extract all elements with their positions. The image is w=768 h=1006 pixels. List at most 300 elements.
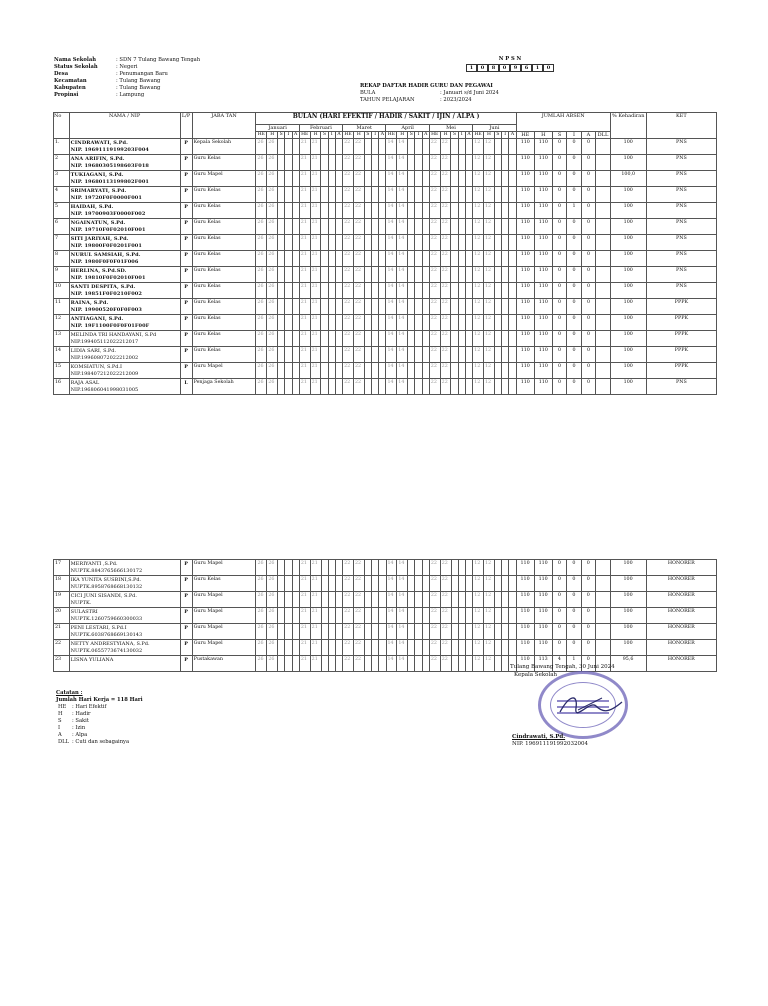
cell-month-value xyxy=(422,139,429,155)
cell-month-value xyxy=(494,656,501,672)
cell-month-value: 22 xyxy=(343,187,354,203)
cell-month-value xyxy=(494,347,501,363)
cell-h: 110 xyxy=(534,139,552,155)
cell-month-value: 22 xyxy=(440,219,451,235)
cell-month-value xyxy=(502,624,509,640)
cell-month-value xyxy=(321,640,328,656)
cell-jabatan: Guru Kelas xyxy=(192,331,256,347)
school-field-value: : Tulang Bawang xyxy=(116,85,161,91)
table-row xyxy=(54,331,717,347)
header-sub: H xyxy=(267,132,278,139)
cell-i: 0 xyxy=(567,219,581,235)
cell-month-value xyxy=(321,560,328,576)
header-sub: A xyxy=(294,132,298,137)
cell-month-value xyxy=(408,363,415,379)
cell-month-value xyxy=(335,219,342,235)
school-info xyxy=(54,57,200,99)
cell-month-value: 22 xyxy=(429,171,440,187)
school-field-value: : SDN 7 Tulang Bawang Tengah xyxy=(116,57,201,63)
cell-month-value xyxy=(408,187,415,203)
cell-month-value xyxy=(465,299,472,315)
cell-month-value: 12 xyxy=(473,576,484,592)
cell-month-value: 14 xyxy=(386,331,397,347)
cell-month-value: 14 xyxy=(386,315,397,331)
cell-month-value: 14 xyxy=(397,331,408,347)
cell-month-value xyxy=(465,640,472,656)
cell-month-value: 14 xyxy=(386,560,397,576)
cell-month-value: 21 xyxy=(310,283,321,299)
table-row xyxy=(54,363,717,379)
employee-nip: NUPTK.0655773674130032 xyxy=(70,647,143,654)
cell-month-value: 22 xyxy=(429,219,440,235)
cell-s: 0 xyxy=(552,379,566,395)
cell-month-value: 26 xyxy=(267,347,278,363)
cell-lp: P xyxy=(180,283,192,299)
employee-name: TUKIAGANI, S.Pd. xyxy=(70,172,124,178)
cell-month-value: 22 xyxy=(343,656,354,672)
cell-h: 110 xyxy=(534,219,552,235)
cell-s: 0 xyxy=(552,315,566,331)
cell-month-value xyxy=(364,203,371,219)
cell-month-value xyxy=(502,171,509,187)
cell-month-value: 12 xyxy=(473,331,484,347)
cell-month-value xyxy=(502,283,509,299)
cell-month-value xyxy=(292,379,299,395)
notes xyxy=(56,690,143,746)
cell-month-value xyxy=(285,139,292,155)
cell-month-value: 22 xyxy=(354,624,365,640)
cell-jabatan: Pustakawan xyxy=(192,656,256,672)
cell-no: 2 xyxy=(54,155,70,171)
cell-month-value: 22 xyxy=(353,219,364,235)
rekap-header xyxy=(360,83,499,104)
cell-month-value xyxy=(285,235,292,251)
cell-a: 0 xyxy=(581,656,595,672)
cell-month-value xyxy=(502,656,509,672)
cell-a: 0 xyxy=(581,363,595,379)
cell-month-value xyxy=(335,155,342,171)
cell-month-value xyxy=(502,331,509,347)
cell-lp: P xyxy=(180,560,192,576)
cell-pct: 100 xyxy=(610,235,646,251)
cell-month-value xyxy=(408,203,415,219)
employee-name: CICI JUNI SISANDI, S.Pd. xyxy=(70,593,137,599)
header-month: Februari xyxy=(299,125,342,132)
cell-month-value: 22 xyxy=(429,331,440,347)
cell-name xyxy=(69,315,180,331)
cell-h: 110 xyxy=(534,592,552,608)
cell-month-value xyxy=(328,235,335,251)
cell-month-value xyxy=(321,592,328,608)
header-sub: HE xyxy=(257,132,265,137)
cell-dll xyxy=(596,267,610,283)
cell-month-value xyxy=(335,299,342,315)
cell-month-value xyxy=(502,640,509,656)
cell-h: 113 xyxy=(534,656,552,672)
cell-he: 110 xyxy=(516,592,534,608)
cell-he: 110 xyxy=(516,347,534,363)
cell-a: 0 xyxy=(581,219,595,235)
cell-a: 0 xyxy=(581,139,595,155)
cell-month-value xyxy=(509,379,516,395)
cell-month-value xyxy=(458,187,465,203)
cell-month-value: 22 xyxy=(429,155,440,171)
cell-month-value xyxy=(415,347,422,363)
cell-h: 110 xyxy=(534,379,552,395)
cell-month-value xyxy=(502,347,509,363)
cell-month-value: 22 xyxy=(343,576,354,592)
cell-month-value xyxy=(328,203,335,219)
cell-month-value: 22 xyxy=(353,235,364,251)
employee-nip: NIP.196806041998031005 xyxy=(70,386,139,393)
cell-month-value xyxy=(465,592,472,608)
cell-month-value: 12 xyxy=(473,608,484,624)
cell-month-value: 22 xyxy=(429,315,440,331)
cell-month-value xyxy=(372,187,379,203)
cell-month-value xyxy=(465,363,472,379)
cell-month-value xyxy=(509,331,516,347)
cell-month-value: 26 xyxy=(256,251,267,267)
cell-month-value xyxy=(451,347,458,363)
cell-month-value xyxy=(328,592,335,608)
cell-ket: HONORER xyxy=(646,576,716,592)
cell-month-value xyxy=(458,251,465,267)
cell-month-value xyxy=(415,624,422,640)
cell-s: 0 xyxy=(552,203,566,219)
cell-a: 0 xyxy=(581,203,595,219)
cell-month-value xyxy=(278,171,285,187)
cell-month-value: 12 xyxy=(473,315,484,331)
cell-month-value xyxy=(292,656,299,672)
cell-lp: P xyxy=(180,315,192,331)
cell-i: 0 xyxy=(567,139,581,155)
cell-month-value xyxy=(328,347,335,363)
cell-month-value: 22 xyxy=(343,267,354,283)
employee-name: KOMSIATUN, S.Pd.I xyxy=(70,364,122,370)
cell-month-value: 26 xyxy=(256,640,267,656)
cell-pct: 100 xyxy=(610,379,646,395)
cell-month-value xyxy=(285,283,292,299)
cell-month-value xyxy=(335,203,342,219)
cell-month-value xyxy=(494,171,501,187)
cell-month-value xyxy=(451,283,458,299)
cell-name xyxy=(69,155,180,171)
cell-month-value: 12 xyxy=(473,171,484,187)
cell-month-value xyxy=(509,608,516,624)
cell-pct: 95,6 xyxy=(610,656,646,672)
cell-month-value: 12 xyxy=(473,299,484,315)
header-nama: NAMA / NIP xyxy=(69,113,180,139)
cell-month-value xyxy=(328,560,335,576)
cell-month-value xyxy=(494,219,501,235)
cell-month-value: 12 xyxy=(473,347,484,363)
employee-name: SRIMARYATI, S.Pd. xyxy=(70,188,127,194)
cell-month-value: 21 xyxy=(310,576,321,592)
header-sub: A xyxy=(337,132,341,137)
cell-month-value: 22 xyxy=(354,640,365,656)
cell-month-value xyxy=(321,363,328,379)
cell-month-value: 12 xyxy=(484,576,495,592)
cell-month-value xyxy=(379,251,386,267)
cell-month-value xyxy=(509,155,516,171)
cell-month-value xyxy=(285,155,292,171)
cell-month-value xyxy=(285,640,292,656)
cell-h: 110 xyxy=(534,235,552,251)
cell-month-value: 26 xyxy=(256,331,267,347)
cell-no: 4 xyxy=(54,187,70,203)
cell-month-value: 21 xyxy=(310,347,321,363)
cell-month-value xyxy=(415,656,422,672)
table-row xyxy=(54,560,717,576)
cell-pct: 100 xyxy=(610,283,646,299)
cell-no: 6 xyxy=(54,219,70,235)
cell-month-value xyxy=(372,283,379,299)
cell-month-value xyxy=(292,171,299,187)
cell-month-value: 22 xyxy=(429,379,440,395)
cell-month-value xyxy=(321,155,328,171)
cell-month-value xyxy=(494,560,501,576)
cell-month-value xyxy=(465,187,472,203)
cell-month-value xyxy=(509,299,516,315)
cell-month-value xyxy=(335,576,342,592)
cell-month-value: 14 xyxy=(386,576,397,592)
cell-month-value xyxy=(335,363,342,379)
cell-month-value xyxy=(465,347,472,363)
cell-no: 10 xyxy=(54,283,70,299)
cell-month-value xyxy=(335,267,342,283)
cell-month-value xyxy=(509,283,516,299)
cell-ket: HONORER xyxy=(646,624,716,640)
cell-month-value xyxy=(321,187,328,203)
cell-month-value: 12 xyxy=(473,640,484,656)
cell-month-value: 22 xyxy=(354,560,365,576)
cell-month-value xyxy=(422,299,429,315)
employee-name: NETTY ANDRESTYIANA, S.Pd. xyxy=(70,641,150,647)
cell-month-value: 26 xyxy=(256,299,267,315)
cell-jabatan: Guru Kelas xyxy=(192,251,256,267)
cell-i: 0 xyxy=(567,171,581,187)
cell-s: 0 xyxy=(552,592,566,608)
cell-h: 110 xyxy=(534,267,552,283)
cell-month-value xyxy=(465,235,472,251)
cell-month-value: 22 xyxy=(440,267,451,283)
legend-desc: : Alpa xyxy=(72,732,88,738)
header-sub: HE xyxy=(387,132,395,137)
cell-month-value: 22 xyxy=(353,315,364,331)
table-row xyxy=(54,283,717,299)
cell-month-value xyxy=(458,592,465,608)
cell-month-value xyxy=(465,608,472,624)
cell-h: 110 xyxy=(534,560,552,576)
header-sub: I xyxy=(502,132,509,139)
cell-i: 0 xyxy=(567,315,581,331)
cell-s: 0 xyxy=(552,251,566,267)
cell-month-value xyxy=(458,171,465,187)
cell-i: 0 xyxy=(567,187,581,203)
cell-month-value xyxy=(494,155,501,171)
cell-month-value xyxy=(292,640,299,656)
cell-s: 0 xyxy=(552,363,566,379)
cell-month-value: 14 xyxy=(386,608,397,624)
legend-desc: : Sakit xyxy=(72,718,89,724)
cell-month-value: 14 xyxy=(386,139,397,155)
cell-month-value: 14 xyxy=(386,624,397,640)
cell-month-value xyxy=(422,656,429,672)
cell-no: 14 xyxy=(54,347,70,363)
cell-month-value: 22 xyxy=(429,560,440,576)
table-row xyxy=(54,187,717,203)
cell-ket: PNS xyxy=(646,203,716,219)
cell-month-value: 14 xyxy=(397,640,408,656)
cell-no: 11 xyxy=(54,299,70,315)
cell-i: 0 xyxy=(567,608,581,624)
cell-month-value xyxy=(502,576,509,592)
cell-a: 0 xyxy=(581,347,595,363)
cell-a: 0 xyxy=(581,187,595,203)
npsn-digit: 0 xyxy=(543,64,554,72)
cell-s: 0 xyxy=(552,299,566,315)
cell-month-value xyxy=(321,235,328,251)
cell-month-value xyxy=(285,203,292,219)
cell-month-value: 22 xyxy=(353,203,364,219)
cell-lp: P xyxy=(180,299,192,315)
cell-s: 0 xyxy=(552,624,566,640)
cell-month-value: 12 xyxy=(473,283,484,299)
cell-month-value xyxy=(509,592,516,608)
cell-month-value xyxy=(458,139,465,155)
cell-month-value xyxy=(321,267,328,283)
legend-item xyxy=(58,739,143,746)
cell-month-value: 21 xyxy=(299,219,310,235)
cell-s: 0 xyxy=(552,640,566,656)
table-row xyxy=(54,155,717,171)
cell-dll xyxy=(596,608,610,624)
cell-month-value xyxy=(379,347,386,363)
cell-month-value: 26 xyxy=(267,155,278,171)
cell-month-value: 26 xyxy=(256,235,267,251)
cell-h: 110 xyxy=(534,624,552,640)
cell-month-value: 21 xyxy=(310,608,321,624)
employee-nip: NUPTK.8843765666130172 xyxy=(70,567,143,574)
cell-month-value xyxy=(292,608,299,624)
cell-month-value: 14 xyxy=(397,363,408,379)
legend-code: HE xyxy=(58,704,67,710)
cell-month-value xyxy=(278,299,285,315)
cell-month-value: 21 xyxy=(299,299,310,315)
npsn-digits xyxy=(466,64,554,72)
cell-month-value xyxy=(321,219,328,235)
cell-month-value xyxy=(278,331,285,347)
cell-month-value xyxy=(292,299,299,315)
cell-month-value: 26 xyxy=(256,379,267,395)
employee-nip: NUPTK.1260759660300033 xyxy=(70,615,143,622)
cell-month-value: 21 xyxy=(299,379,310,395)
cell-month-value: 12 xyxy=(473,379,484,395)
cell-month-value xyxy=(328,656,335,672)
cell-month-value xyxy=(451,155,458,171)
cell-month-value xyxy=(451,379,458,395)
cell-month-value xyxy=(509,315,516,331)
header-jumlah-sub: I xyxy=(567,132,581,139)
cell-month-value xyxy=(509,203,516,219)
cell-month-value xyxy=(379,171,386,187)
cell-month-value xyxy=(372,251,379,267)
header-jumlah-sub: H xyxy=(534,132,552,139)
cell-month-value: 26 xyxy=(256,267,267,283)
cell-month-value xyxy=(408,608,415,624)
table-row xyxy=(54,347,717,363)
cell-s: 0 xyxy=(552,608,566,624)
cell-month-value: 22 xyxy=(343,640,354,656)
cell-dll xyxy=(596,251,610,267)
cell-no: 21 xyxy=(54,624,70,640)
cell-month-value xyxy=(494,363,501,379)
cell-dll xyxy=(596,347,610,363)
cell-month-value xyxy=(502,299,509,315)
cell-month-value xyxy=(321,608,328,624)
cell-month-value xyxy=(364,331,371,347)
cell-i: 0 xyxy=(567,640,581,656)
cell-month-value xyxy=(408,656,415,672)
school-field xyxy=(54,85,200,92)
cell-month-value xyxy=(494,187,501,203)
cell-month-value: 22 xyxy=(440,347,451,363)
cell-month-value: 26 xyxy=(267,187,278,203)
cell-month-value: 22 xyxy=(440,283,451,299)
cell-month-value xyxy=(372,363,379,379)
cell-month-value xyxy=(372,203,379,219)
cell-month-value xyxy=(364,624,371,640)
cell-h: 110 xyxy=(534,363,552,379)
cell-month-value xyxy=(509,187,516,203)
cell-name xyxy=(69,235,180,251)
cell-month-value: 21 xyxy=(310,267,321,283)
cell-month-value xyxy=(408,347,415,363)
cell-month-value xyxy=(321,379,328,395)
employee-name: ANTIAGANI, S.Pd. xyxy=(70,316,124,322)
cell-month-value: 22 xyxy=(353,331,364,347)
header-jumlah: JUMLAH ABSEN xyxy=(516,113,610,132)
header-sub: H xyxy=(397,132,408,139)
cell-month-value xyxy=(422,347,429,363)
cell-month-value xyxy=(458,560,465,576)
cell-month-value xyxy=(372,171,379,187)
cell-lp: P xyxy=(180,576,192,592)
cell-no: 1. xyxy=(54,139,70,155)
cell-month-value: 26 xyxy=(256,608,267,624)
cell-pct: 100 xyxy=(610,203,646,219)
cell-ket: PNS xyxy=(646,139,716,155)
cell-month-value: 22 xyxy=(343,299,354,315)
cell-month-value: 14 xyxy=(397,576,408,592)
cell-month-value xyxy=(285,187,292,203)
cell-a: 0 xyxy=(581,171,595,187)
cell-month-value xyxy=(379,379,386,395)
cell-pct: 100 xyxy=(610,299,646,315)
cell-month-value xyxy=(335,608,342,624)
sign-name: Cindrawati, S.Pd. xyxy=(512,734,566,740)
cell-month-value xyxy=(328,283,335,299)
cell-a: 0 xyxy=(581,251,595,267)
cell-month-value: 26 xyxy=(267,363,278,379)
cell-i: 1 xyxy=(567,203,581,219)
cell-month-value: 22 xyxy=(429,576,440,592)
cell-jabatan: Guru Kelas xyxy=(192,267,256,283)
cell-he: 110 xyxy=(516,283,534,299)
cell-s: 0 xyxy=(552,283,566,299)
cell-month-value xyxy=(372,315,379,331)
cell-month-value: 26 xyxy=(267,640,278,656)
